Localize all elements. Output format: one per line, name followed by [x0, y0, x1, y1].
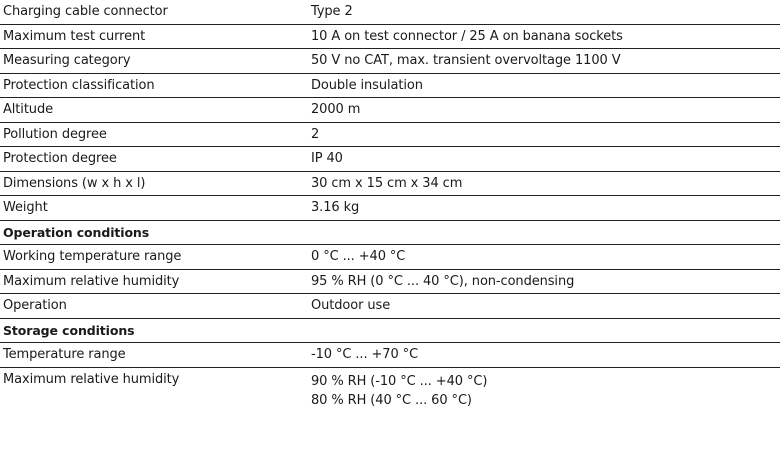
table-row — [0, 245, 780, 270]
spec-value: 30 cm x 15 cm x 34 cm — [308, 171, 780, 196]
spec-label: Maximum test current — [0, 24, 308, 49]
spec-value: Type 2 — [308, 0, 780, 24]
spec-value: Double insulation — [308, 73, 780, 98]
table-row — [0, 73, 780, 98]
spec-label: Dimensions (w x h x l) — [0, 171, 308, 196]
section-empty-cell — [308, 220, 780, 245]
spec-label: Working temperature range — [0, 245, 308, 270]
spec-value: Outdoor use — [308, 294, 780, 319]
table-row — [0, 147, 780, 172]
spec-label: Maximum relative humidity — [0, 269, 308, 294]
table-row — [0, 49, 780, 74]
spec-label: Altitude — [0, 98, 308, 123]
spec-value: IP 40 — [308, 147, 780, 172]
spec-value: 10 A on test connector / 25 A on banana sockets — [308, 24, 780, 49]
section-empty-cell — [308, 318, 780, 343]
section-title: Operation conditions — [0, 220, 308, 245]
spec-label: Pollution degree — [0, 122, 308, 147]
table-row — [0, 0, 780, 24]
spec-label: Temperature range — [0, 343, 308, 368]
spec-value: 0 °C ... +40 °C — [308, 245, 780, 270]
table-row — [0, 122, 780, 147]
spec-value: -10 °C ... +70 °C — [308, 343, 780, 368]
table-row — [0, 24, 780, 49]
spec-value-line: 90 % RH (-10 °C ... +40 °C) — [311, 373, 488, 389]
spec-value: 2000 m — [308, 98, 780, 123]
spec-label: Protection degree — [0, 147, 308, 172]
spec-value: 95 % RH (0 °C ... 40 °C), non-condensing — [308, 269, 780, 294]
spec-label: Charging cable connector — [0, 0, 308, 24]
table-row — [0, 294, 780, 319]
table-row — [0, 343, 780, 368]
spec-value-multiline — [308, 367, 780, 410]
table-row — [0, 269, 780, 294]
section-header-operation-conditions — [0, 220, 780, 245]
spec-value: 3.16 kg — [308, 196, 780, 221]
spec-label: Weight — [0, 196, 308, 221]
spec-label: Measuring category — [0, 49, 308, 74]
table-row — [0, 367, 780, 410]
table-row — [0, 171, 780, 196]
table-row — [0, 98, 780, 123]
table-row — [0, 196, 780, 221]
spec-value-line: 80 % RH (40 °C ... 60 °C) — [311, 392, 472, 408]
section-title: Storage conditions — [0, 318, 308, 343]
spec-value: 2 — [308, 122, 780, 147]
spec-label: Operation — [0, 294, 308, 319]
spec-label: Maximum relative humidity — [3, 371, 180, 387]
spec-label: Protection classification — [0, 73, 308, 98]
spec-value: 50 V no CAT, max. transient overvoltage 1100 V — [308, 49, 780, 74]
section-header-storage-conditions — [0, 318, 780, 343]
